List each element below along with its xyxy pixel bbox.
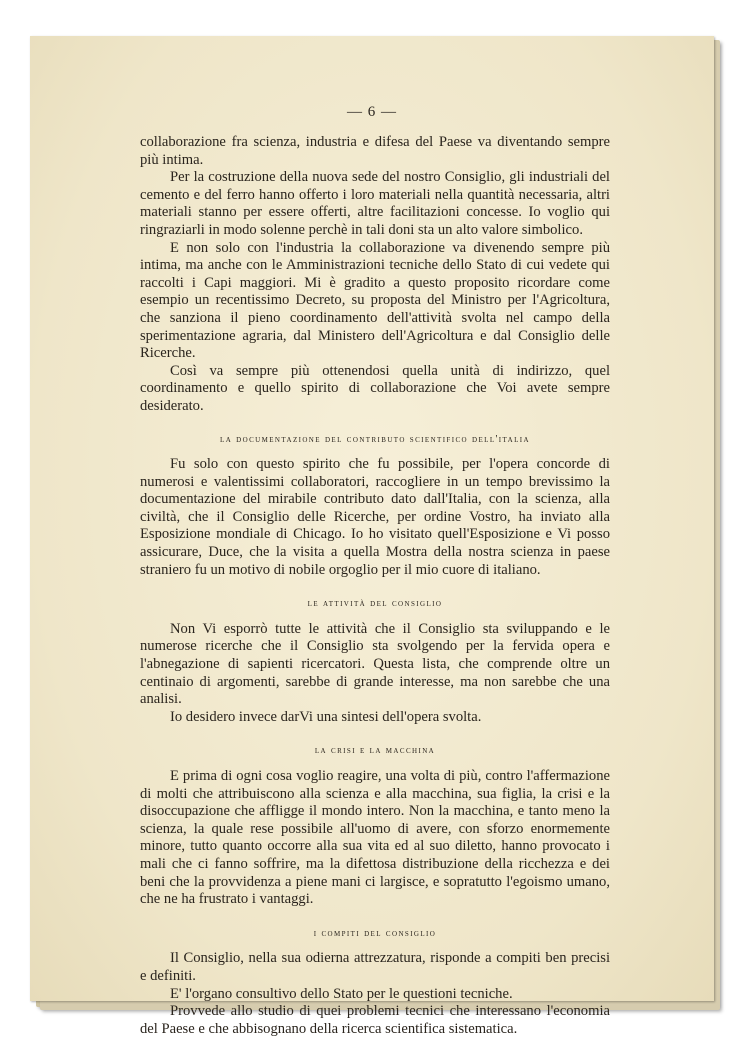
paragraph: E prima di ogni cosa voglio reagire, una volta di più, contro l'affermazione di molti che attribuiscono alla scienza e alla macchina, sua figlia, la crisi e la disoccupazione che affligge il mondo intero. Non la macchina, e tanto meno la scienza, la quale rese possibile all'uomo di avere, con sforzo enormemente minore, tutto quanto occorre alla sua vita ed al suo diletto, hanno provocato i mali che ci fanno soffrire, ma la difettosa distribuzione della ricchezza e dei beni che la provvidenza a piene mani ci largisce, e sopratutto l'egoismo umano, che ne ha frustrato i vantaggi. <box>140 768 610 908</box>
paragraph: Per la costruzione della nuova sede del nostro Consiglio, gli industriali del cemento e del ferro hanno offerto i loro materiali nella quantità necessaria, altri materiali stanno per essere offerti, altre facilitazioni concesse. Io voglio qui ringraziarli in modo solenne perchè in tali doni sta un alto valore simbolico. <box>140 169 610 238</box>
paragraph: Non Vi esporrò tutte le attività che il Consiglio sta sviluppando e le numerose ricerche che il Consiglio sta svolgendo per la fervida opera e l'abnegazione di sapienti ricercatori. Questa lista, che comprende oltre un centinaio di argomenti, sarebbe di grande interesse, ma non sarebbe che una analisi. <box>140 620 610 708</box>
paragraph: Io desidero invece darVi una sintesi dell'opera svolta. <box>170 708 482 725</box>
paragraph: Provvede allo studio di quei problemi tecnici che interessano l'economia del Paese e che abbisognano della ricerca scientifica sistematica. <box>140 1003 610 1037</box>
paragraph: E non solo con l'industria la collaborazione va divenendo sempre più intima, ma anche con le Amministrazioni tecniche dello Stato di cui vedete qui raccolti i Capi maggiori. Mi è gradito a questo proposito ricordare come esempio un recentissimo Decreto, su proposta del Ministro per l'Agricoltura, che sanziona il pieno coordinamento dell'attività svolta nel campo della sperimentazione agraria, dal Ministero dell'Agricoltura e dal Consiglio delle Ricerche. <box>140 239 610 362</box>
section-heading: la documentazione del contributo scientifico dell'italia <box>220 433 530 445</box>
section-heading: i compiti del consiglio <box>313 927 437 939</box>
document-body <box>140 134 610 1038</box>
section-heading: le attività del consiglio <box>307 598 443 610</box>
paragraph: E' l'organo consultivo dello Stato per le questioni tecniche. <box>170 985 513 1002</box>
section-heading: la crisi e la macchina <box>314 745 436 757</box>
paragraph: collaborazione fra scienza, industria e difesa del Paese va diventando sempre più intima. <box>140 134 610 168</box>
paragraph: Il Consiglio, nella sua odierna attrezzatura, risponde a compiti ben precisi e definiti. <box>140 950 610 984</box>
page-number: — 6 — <box>347 104 397 120</box>
paragraph: Così va sempre più ottenendosi quella unità di indirizzo, quel coordinamento e quello spirito di collaborazione che Voi avete sempre desiderato. <box>140 362 610 414</box>
paragraph: Fu solo con questo spirito che fu possibile, per l'opera concorde di numerosi e valentissimi collaboratori, raccogliere in un tempo brevissimo la documentazione del mirabile contributo dato dall'Italia, con la scienza, alla civiltà, che il Consiglio delle Ricerche, per ordine Vostro, ha inviato alla Esposizione mondiale di Chicago. Io ho visitato quell'Esposizione e Vi posso assicurare, Duce, che la visita a quella Mostra della nostra scienza in paese straniero fu un motivo di nobile orgoglio per il mio cuore di italiano. <box>140 456 610 578</box>
